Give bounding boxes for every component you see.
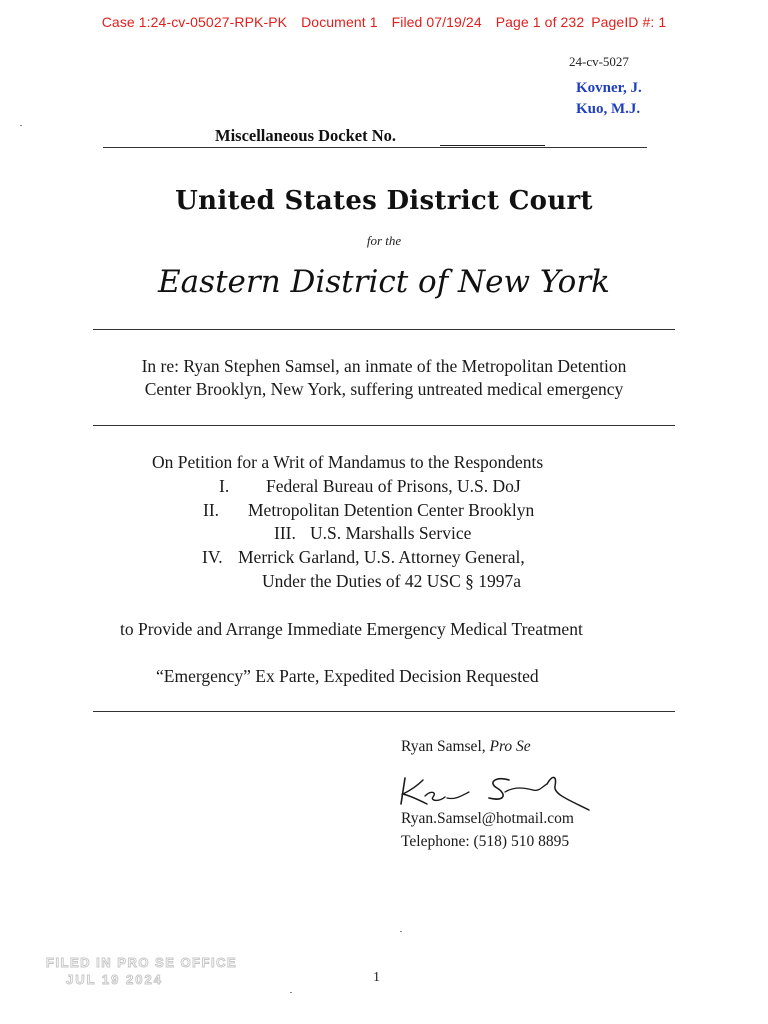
relief-requested: to Provide and Arrange Immediate Emergency Medical Treatment	[120, 619, 583, 639]
petitioner-name-line	[401, 738, 531, 756]
respondent-name: U.S. Marshalls Service	[310, 523, 472, 543]
svg-text:JUL 19 2024: JUL 19 2024	[66, 972, 163, 987]
divider-rule	[93, 711, 675, 712]
emergency-request: “Emergency” Ex Parte, Expedited Decision Requested	[156, 666, 539, 686]
page-number: 1	[373, 970, 380, 985]
scan-speck	[290, 992, 292, 993]
court-title: United States District Court	[175, 186, 593, 216]
magistrate-judge: Kuo, M.J.	[576, 101, 641, 117]
in-re-line-1: In re: Ryan Stephen Samsel, an inmate of the Metropolitan Detention	[141, 356, 627, 376]
respondent-item	[203, 500, 534, 521]
docket-number-blank	[440, 145, 545, 146]
respondent-item	[274, 523, 471, 544]
respondent-name: Merrick Garland, U.S. Attorney General,	[238, 547, 525, 567]
ecf-header	[0, 14, 768, 30]
contact-telephone: Telephone: (518) 510 8895	[401, 833, 570, 850]
scan-speck	[400, 931, 402, 932]
for-the-text: for the	[366, 233, 402, 248]
petitioner-name: Ryan Samsel,	[401, 738, 486, 755]
ecf-document: Document 1	[301, 14, 378, 30]
contact-email: Ryan.Samsel@hotmail.com	[401, 810, 574, 827]
respondent-name: Federal Bureau of Prisons, U.S. DoJ	[266, 476, 521, 496]
respondent-item	[202, 547, 525, 568]
respondent-numeral: III.	[274, 523, 296, 543]
svg-text:FILED IN PRO SE OFFICE: FILED IN PRO SE OFFICE	[46, 955, 238, 970]
respondent-numeral: IV.	[202, 547, 223, 567]
pro-se-label: Pro Se	[489, 738, 531, 755]
respondent-name: Metropolitan Detention Center Brooklyn	[248, 500, 535, 520]
ecf-page: Page 1 of 232	[495, 14, 585, 30]
in-re-caption	[0, 355, 768, 401]
respondent-numeral: I.	[219, 476, 230, 496]
district-judge: Kovner, J.	[576, 80, 642, 96]
divider-rule	[93, 425, 675, 426]
scan-speck	[20, 125, 22, 126]
ecf-case: Case 1:24-cv-05027-RPK-PK	[101, 14, 288, 30]
misc-docket-label: Miscellaneous Docket No.	[215, 126, 397, 145]
received-stamp	[44, 952, 238, 988]
ecf-filed: Filed 07/19/24	[391, 14, 482, 30]
respondent-item	[219, 476, 521, 497]
in-re-line-2: Center Brooklyn, New York, suffering untreated medical emergency	[144, 379, 624, 399]
district-name: Eastern District of New York	[158, 264, 610, 300]
assigned-judges	[576, 78, 642, 120]
docket-underline	[103, 147, 647, 148]
divider-rule	[93, 329, 675, 330]
statutory-duties: Under the Duties of 42 USC § 1997a	[262, 571, 522, 591]
petition-heading: On Petition for a Writ of Mandamus to the Respondents	[152, 452, 544, 472]
respondent-numeral: II.	[203, 500, 220, 520]
ecf-page-id: PageID #: 1	[591, 14, 667, 30]
case-number: 24-cv-5027	[569, 54, 629, 69]
